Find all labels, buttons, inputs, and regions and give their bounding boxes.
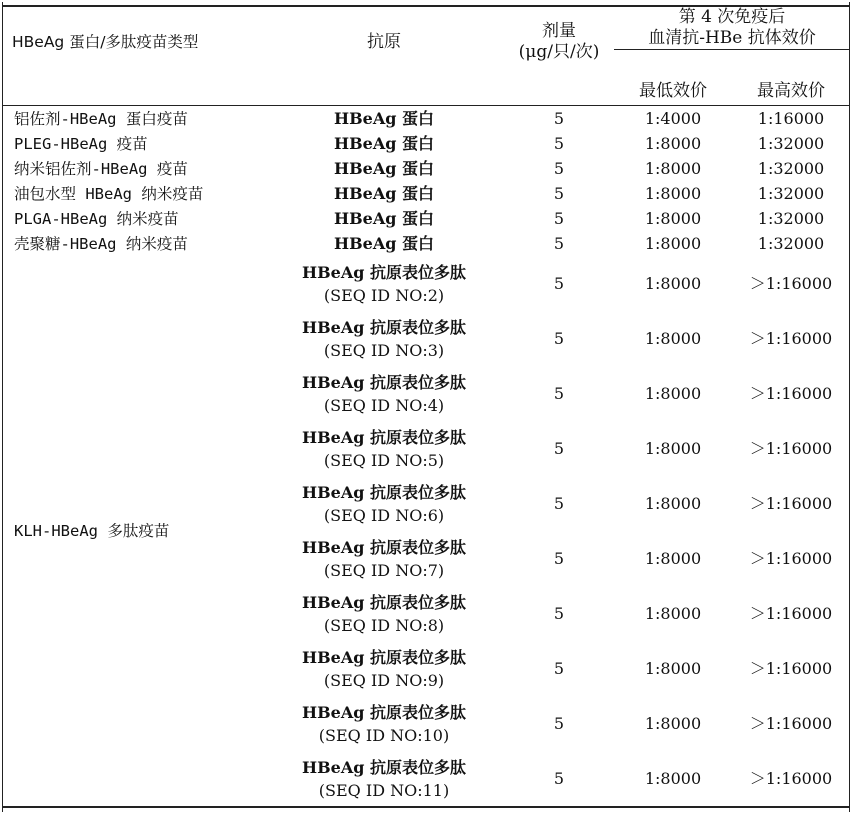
header-dose-line2: (μg/只/次) bbox=[518, 42, 600, 63]
min-titer-cell: 1:8000 bbox=[644, 383, 702, 403]
dose-cell: 5 bbox=[553, 273, 565, 293]
antigen-cell bbox=[264, 751, 504, 807]
antigen-cell bbox=[264, 366, 504, 421]
max-titer-cell: ＞1:16000 bbox=[749, 383, 833, 403]
min-titer-cell: 1:8000 bbox=[644, 233, 702, 253]
seq-id: (SEQ ID NO:2) bbox=[323, 285, 445, 305]
dose-cell: 5 bbox=[553, 183, 565, 203]
seq-id: (SEQ ID NO:4) bbox=[323, 395, 445, 415]
max-titer-cell: ＞1:16000 bbox=[732, 751, 850, 807]
max-titer-cell: ＞1:16000 bbox=[749, 328, 833, 348]
min-titer-cell: 1:8000 bbox=[644, 603, 702, 623]
max-titer-cell: 1:32000 bbox=[757, 158, 825, 178]
antigen-name: HBeAg 抗原表位多肽 bbox=[302, 317, 466, 337]
dose-cell: 5 bbox=[553, 133, 565, 153]
min-titer-cell: 1:8000 bbox=[644, 493, 702, 513]
header-vaccine-type: HBeAg 蛋白/多肽疫苗类型 bbox=[2, 6, 264, 78]
antigen-name: HBeAg 抗原表位多肽 bbox=[302, 592, 466, 612]
peptide-group-type-cell: KLH-HBeAg 多肽疫苗 bbox=[2, 256, 264, 807]
dose-cell: 5 bbox=[553, 548, 565, 568]
dose-cell: 5 bbox=[553, 158, 565, 178]
antigen-cell bbox=[264, 256, 504, 311]
dose-cell: 5 bbox=[553, 438, 565, 458]
min-titer-cell: 1:4000 bbox=[644, 108, 702, 128]
max-titer-cell: ＞1:16000 bbox=[749, 438, 833, 458]
antigen-cell bbox=[264, 531, 504, 586]
vaccine-type-cell: PLEG-HBeAg 疫苗 bbox=[14, 134, 148, 153]
header-min-titer: 最低效价 bbox=[614, 78, 732, 106]
header-titer-line1: 第 4 次免疫后 bbox=[678, 7, 786, 27]
seq-id: (SEQ ID NO:10) bbox=[318, 725, 450, 745]
dose-cell: 5 bbox=[553, 713, 565, 733]
max-titer-cell: 1:32000 bbox=[757, 133, 825, 153]
header-antigen: 抗原 bbox=[264, 6, 504, 78]
antigen-cell bbox=[264, 586, 504, 641]
vaccine-type-cell: PLGA-HBeAg 纳米疫苗 bbox=[14, 209, 179, 228]
antigen-name: HBeAg 抗原表位多肽 bbox=[302, 427, 466, 447]
antigen-cell: HBeAg 蛋白 bbox=[334, 108, 434, 128]
antigen-name: HBeAg 抗原表位多肽 bbox=[302, 262, 466, 282]
min-titer-cell: 1:8000 bbox=[644, 548, 702, 568]
dose-cell: 5 bbox=[553, 233, 565, 253]
table-row bbox=[2, 181, 850, 206]
dose-cell: 5 bbox=[553, 658, 565, 678]
table-row bbox=[2, 256, 850, 311]
max-titer-cell: ＞1:16000 bbox=[749, 713, 833, 733]
seq-id: (SEQ ID NO:8) bbox=[323, 615, 445, 635]
dose-cell: 5 bbox=[553, 493, 565, 513]
antigen-cell bbox=[264, 696, 504, 751]
header-max-titer: 最高效价 bbox=[732, 78, 850, 106]
min-titer-cell: 1:8000 bbox=[644, 183, 702, 203]
seq-id: (SEQ ID NO:3) bbox=[323, 340, 445, 360]
seq-id: (SEQ ID NO:9) bbox=[323, 670, 445, 690]
max-titer-cell: 1:32000 bbox=[757, 208, 825, 228]
table-row bbox=[2, 131, 850, 156]
antigen-name: HBeAg 抗原表位多肽 bbox=[302, 757, 466, 777]
max-titer-cell: ＞1:16000 bbox=[749, 603, 833, 623]
min-titer-cell: 1:8000 bbox=[644, 158, 702, 178]
max-titer-cell: ＞1:16000 bbox=[749, 493, 833, 513]
table-row bbox=[2, 106, 850, 132]
min-titer-cell: 1:8000 bbox=[644, 438, 702, 458]
max-titer-cell: ＞1:16000 bbox=[749, 658, 833, 678]
header-dose-line1: 剂量 bbox=[542, 21, 576, 42]
antigen-cell: HBeAg 蛋白 bbox=[334, 233, 434, 253]
antigen-name: HBeAg 抗原表位多肽 bbox=[302, 372, 466, 392]
min-titer-cell: 1:8000 bbox=[644, 658, 702, 678]
min-titer-cell: 1:8000 bbox=[644, 273, 702, 293]
antigen-name: HBeAg 抗原表位多肽 bbox=[302, 537, 466, 557]
min-titer-cell: 1:8000 bbox=[644, 328, 702, 348]
max-titer-cell: ＞1:16000 bbox=[749, 548, 833, 568]
header-titer-line2: 血清抗-HBe 抗体效价 bbox=[648, 28, 816, 48]
vaccine-type-cell: 壳聚糖-HBeAg 纳米疫苗 bbox=[14, 234, 188, 253]
seq-id: (SEQ ID NO:6) bbox=[323, 505, 445, 525]
dose-cell: 5 bbox=[504, 751, 614, 807]
antigen-cell: HBeAg 蛋白 bbox=[334, 208, 434, 228]
results-table bbox=[2, 5, 850, 808]
antigen-cell bbox=[264, 421, 504, 476]
dose-cell: 5 bbox=[553, 328, 565, 348]
vaccine-type-cell: 纳米铝佐剂-HBeAg 疫苗 bbox=[14, 159, 188, 178]
header-titer bbox=[614, 6, 850, 50]
antigen-cell bbox=[264, 641, 504, 696]
vaccine-type-cell: 铝佐剂-HBeAg 蛋白疫苗 bbox=[14, 109, 188, 128]
antigen-cell: HBeAg 蛋白 bbox=[334, 158, 434, 178]
min-titer-cell: 1:8000 bbox=[614, 751, 732, 807]
antigen-name: HBeAg 抗原表位多肽 bbox=[302, 702, 466, 722]
max-titer-cell: 1:32000 bbox=[757, 233, 825, 253]
vaccine-type-cell: 油包水型 HBeAg 纳米疫苗 bbox=[14, 184, 204, 203]
table-body bbox=[2, 106, 850, 808]
table-row bbox=[2, 156, 850, 181]
antigen-name: HBeAg 抗原表位多肽 bbox=[302, 647, 466, 667]
header-dose bbox=[504, 6, 614, 78]
antigen-cell bbox=[264, 311, 504, 366]
table-row bbox=[2, 206, 850, 231]
table-row bbox=[2, 231, 850, 256]
max-titer-cell: ＞1:16000 bbox=[749, 273, 833, 293]
dose-cell: 5 bbox=[553, 603, 565, 623]
min-titer-cell: 1:8000 bbox=[644, 133, 702, 153]
min-titer-cell: 1:8000 bbox=[644, 713, 702, 733]
dose-cell: 5 bbox=[553, 383, 565, 403]
antigen-cell bbox=[264, 476, 504, 531]
max-titer-cell: 1:32000 bbox=[757, 183, 825, 203]
dose-cell: 5 bbox=[553, 108, 565, 128]
seq-id: (SEQ ID NO:11) bbox=[318, 780, 450, 800]
antigen-cell: HBeAg 蛋白 bbox=[334, 183, 434, 203]
seq-id: (SEQ ID NO:5) bbox=[323, 450, 445, 470]
antigen-name: HBeAg 抗原表位多肽 bbox=[302, 482, 466, 502]
dose-cell: 5 bbox=[553, 208, 565, 228]
seq-id: (SEQ ID NO:7) bbox=[323, 560, 445, 580]
max-titer-cell: 1:16000 bbox=[757, 108, 825, 128]
min-titer-cell: 1:8000 bbox=[644, 208, 702, 228]
antigen-cell: HBeAg 蛋白 bbox=[334, 133, 434, 153]
